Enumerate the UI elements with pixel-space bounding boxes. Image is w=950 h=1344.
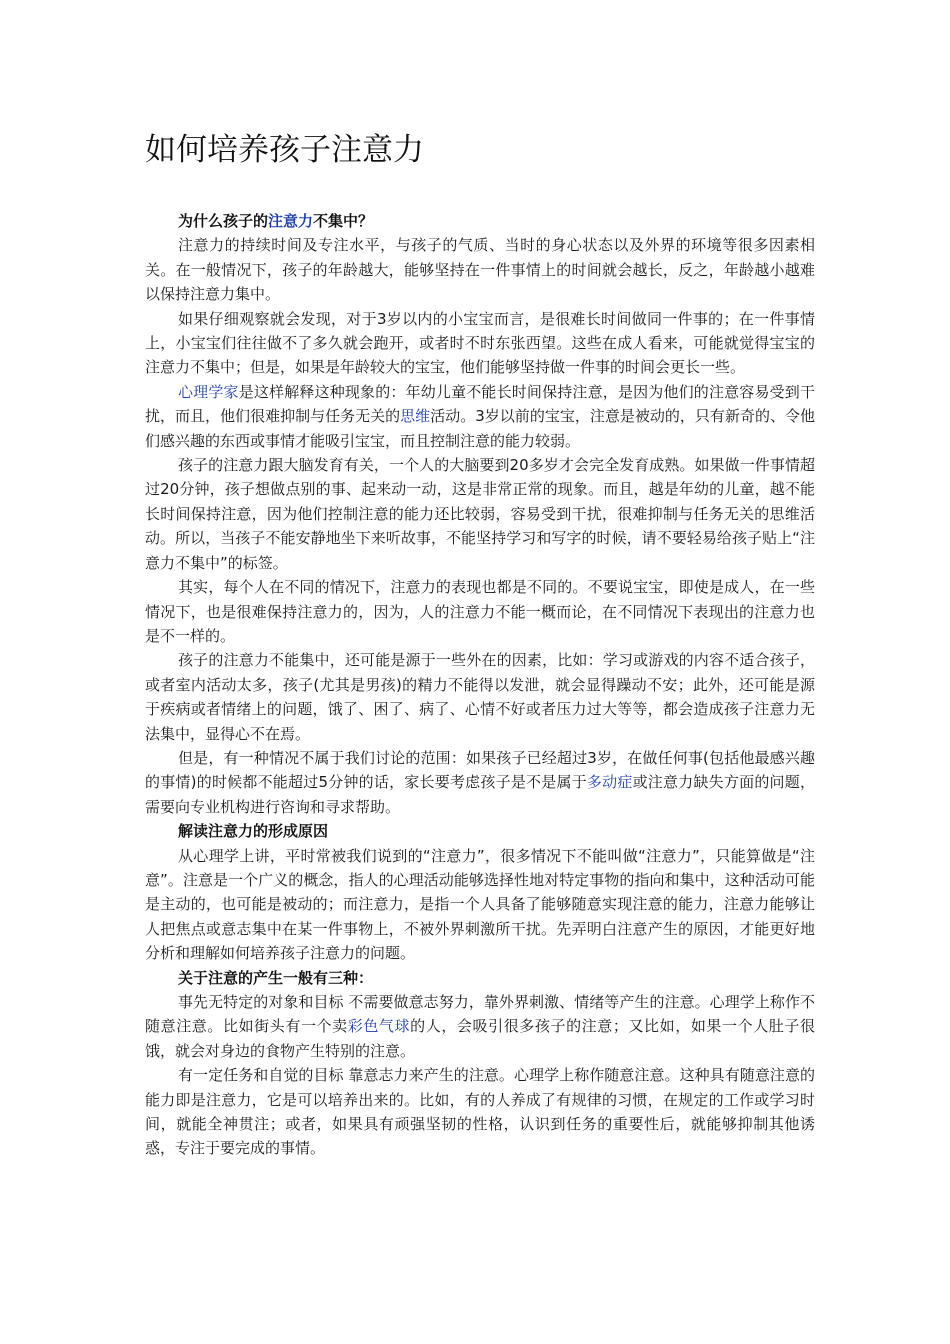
paragraph-text: 活动。3岁以前的宝宝，注意是被动的，只有新奇的、令他们感兴趣的东西或事情才能吸引宝宝，而且控制注意的能力较弱。 — [145, 407, 815, 450]
paragraph — [145, 990, 815, 1063]
section-heading-causes: 解读注意力的形成原因 — [178, 822, 329, 841]
link-adhd[interactable]: 多动症 — [586, 773, 633, 792]
paragraph: 如果仔细观察就会发现，对于3岁以内的小宝宝而言，是很难长时间做同一件事的；在一件事情上，小宝宝们往往做不了多久就会跑开，或者时不时东张西望。这些在成人看来，可能就觉得宝宝的注意力不集中；但是，如果是年龄较大的宝宝，他们能够坚持做一件事的时间会更长一些。 — [145, 309, 815, 377]
paragraph-text: 事先无特定的对象和目标 不需要做意志努力，靠外界刺激、情绪等产生的注意。心理学上称作不随意注意。比如街头有一个卖 — [145, 993, 815, 1036]
paragraph: 从心理学上讲，平时常被我们说到的“注意力”，很多情况下不能叫做“注意力”，只能算做是“注意”。注意是一个广义的概念，指人的心理活动能够选择性地对特定事物的指向和集中，这种活动可能是主动的，也可能是被动的；而注意力，是指一个人具备了能够随意实现注意的能力，注意力能够让人把焦点或意志集中在某一件事物上，不被外界刺激所干扰。先弄明白注意产生的原因，才能更好地分析和理解如何培养孩子注意力的问题。 — [145, 846, 815, 963]
heading-text: 不集中？ — [313, 212, 374, 230]
paragraph: 孩子的注意力跟大脑发育有关，一个人的大脑要到20多岁才会完全发育成熟。如果做一件事情超过20分钟，孩子想做点别的事、起来动一动，这是非常正常的现象。而且，越是年幼的儿童，越不能长时间保持注意，因为他们控制注意的能力还比较弱，容易受到干扰，很难抑制与任务无关的思维活动。所以，当孩子不能安静地坐下来听故事，不能坚持学习和写字的时候，请不要轻易给孩子贴上“注意力不集中”的标签。 — [145, 456, 815, 572]
paragraph — [145, 746, 815, 819]
link-psychologist[interactable]: 心理学家 — [178, 382, 239, 401]
paragraph: 孩子的注意力不能集中，还可能是源于一些外在的因素，比如：学习或游戏的内容不适合孩子，或者室内活动太多，孩子(尤其是男孩)的精力不能得以发泄，就会显得躁动不安；此外，还可能是源于疾病或者情绪上的问题，饿了、困了、病了、心情不好或者压力过大等等，都会造成孩子注意力无法集中，显得心不在焉。 — [145, 651, 815, 743]
link-attention[interactable]: 注意力 — [268, 212, 314, 230]
paragraph: 其实，每个人在不同的情况下，注意力的表现也都是不同的。不要说宝宝，即使是成人，在一些情况下，也是很难保持注意力的，因为，人的注意力不能一概而论，在不同情况下表现出的注意力也是不一样的。 — [145, 578, 815, 645]
document-title: 如何培养孩子注意力 — [145, 132, 424, 168]
section-heading-types: 关于注意的产生一般有三种： — [178, 968, 374, 987]
link-thinking[interactable]: 思维 — [400, 407, 431, 426]
link-colored-balloons[interactable]: 彩色气球 — [347, 1017, 411, 1036]
paragraph-text: 或注意力缺失方面的问题，需要向专业机构进行咨询和寻求帮助。 — [145, 773, 815, 816]
paragraph-text: 但是，有一种情况不属于我们讨论的范围：如果孩子已经超过3岁，在做任何事(包括他最感兴趣的事情)的时候都不能超过5分钟的话，家长要考虑孩子是不是属于 — [145, 748, 815, 792]
paragraph-text: 是这样解释这种现象的：年幼儿童不能长时间保持注意，是因为他们的注意容易受到干扰，而且，他们很难抑制与任务无关的 — [145, 382, 815, 426]
paragraph-text: 的人，会吸引很多孩子的注意；又比如，如果一个人肚子很饿，就会对身边的食物产生特别的注意。 — [145, 1017, 815, 1060]
document-body — [145, 209, 815, 1161]
paragraph: 注意力的持续时间及专注水平，与孩子的气质、当时的身心状态以及外界的环境等很多因素相关。在一般情况下，孩子的年龄越大，能够坚持在一件事情上的时间就会越长，反之，年龄越小越难以保持注意力集中。 — [145, 236, 815, 304]
heading-text: 为什么孩子的 — [178, 212, 269, 230]
paragraph: 有一定任务和自觉的目标 靠意志力来产生的注意。心理学上称作随意注意。这种具有随意注意的能力即是注意力，它是可以培养出来的。比如，有的人养成了有规律的习惯，在规定的工作或学习时间，就能全神贯注；或者，如果具有顽强坚韧的性格，认识到任务的重要性后，就能够抑制其他诱惑，专注于要完成的事情。 — [145, 1066, 815, 1158]
section-heading-why — [145, 209, 815, 233]
paragraph — [145, 380, 815, 453]
